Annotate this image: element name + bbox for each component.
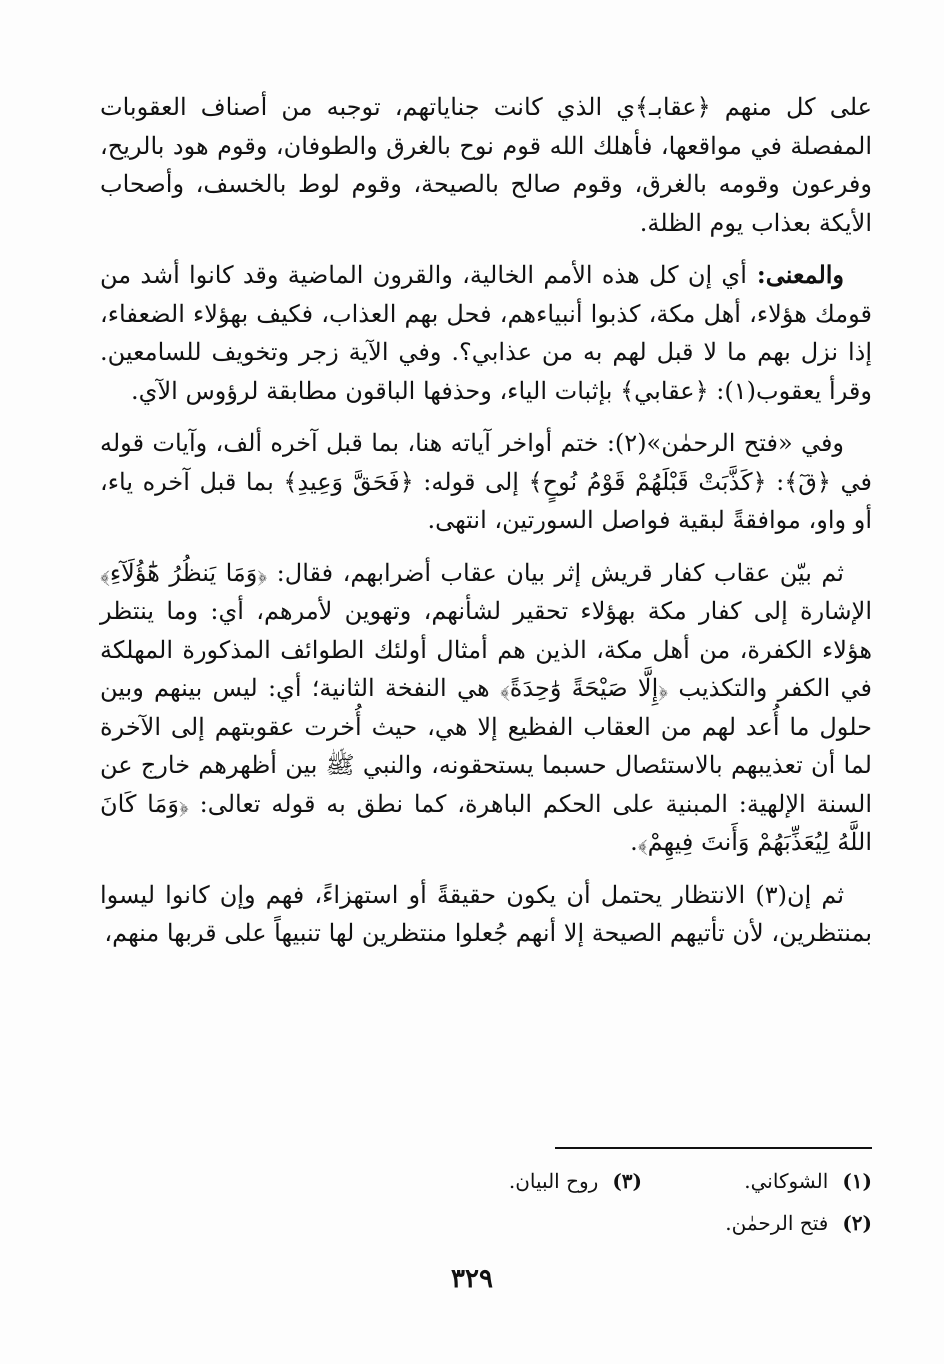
page-number: ٣٢٩ [451, 1264, 493, 1294]
footnote-row-2 [250, 1202, 872, 1244]
paragraph-2-text: أي إن كل هذه الأمم الخالية، والقرون الماضية وقد كانوا أشد من قومك هؤلاء، أهل مكة، كذبوا أنبياءهم، فحل بهم العذاب، فكيف بهؤلاء الضعفاء، إذا نزل بهم ما لا قبل لهم به من عذابي؟. وفي الآية زجر وتخويف للسامعين. وقرأ يعقوب(١): ﴿عقابي﴾ بإثبات الياء، وحذفها الباقون مطابقة لرؤوس الآي. [100, 261, 872, 405]
footnote-row-1 [250, 1160, 872, 1202]
footnote-1-text: الشوكاني. [744, 1169, 829, 1193]
footnote-3-text: روح البيان. [508, 1169, 599, 1193]
footnote-1-number: (١) [842, 1169, 872, 1193]
paragraph-5-text: ثم إن(٣) الانتظار يحتمل أن يكون حقيقةً أو استهزاءً، فهم وإن كانوا ليسوا بمنتظرين، لأن تأتيهم الصيحة إلا أنهم جُعلوا منتظرين لها تنبيهاً على قربها منهم، [100, 880, 872, 947]
paragraph-3-text: وفي «فتح الرحمٰن»(٢): ختم أواخر آياته هنا، بما قبل آخره ألف، وآيات قوله في ﴿قٓ﴾: ﴿كَذَّبَتْ قَبْلَهُمْ قَوْمُ نُوحٍ﴾ إلى قوله: ﴿فَحَقَّ وَعِيدِ﴾ بما قبل آخره ياء، أو واو، موافقةً لبقية فواصل السورتين، انتهى. [100, 429, 873, 534]
paragraph-4-text: ثم بيّن عقاب كفار قريش إثر بيان عقاب أضرابهم، فقال: ﴿وَمَا يَنظُرُ هَٰٓؤُلَآءِ﴾ الإشارة إلى كفار مكة بهؤلاء تحقير لشأنهم، وتهوين لأمرهم، أي: وما ينتظر هؤلاء الكفرة، من أهل مكة، الذين هم أمثال أولئك الطوائف المذكورة المهلكة في الكفر والتكذيب ﴿إِلَّا صَيْحَةً وَٰحِدَةً﴾ هي النفخة الثانية؛ أي: ليس بينهم وبين حلول ما أُعد لهم من العقاب الفظيع إلا هي، حيث أُخرت عقوبتهم إلى الآخرة لما أن تعذيبهم بالاستئصال حسبما يستحقونه، والنبي ﷺ بين أظهرهم خارج عن السنة الإلهية: المبنية على الحكم الباهرة، كما نطق به قوله تعالى: ﴿وَمَا كَانَ اللَّهُ لِيُعَذِّبَهُمْ وَأَنتَ فِيهِمْ﴾. [100, 558, 872, 856]
footnote-2 [642, 1202, 872, 1244]
paragraph-2-term: والمعنى: [746, 260, 845, 289]
footnote-3-number: (٣) [612, 1169, 642, 1193]
paragraph-4 [100, 554, 872, 862]
paragraph-2 [100, 256, 872, 410]
footnote-3 [412, 1160, 642, 1202]
footnote-1 [642, 1160, 872, 1202]
main-text [100, 88, 872, 967]
footnotes [250, 1160, 872, 1244]
footnote-2-text: فتح الرحمٰن. [725, 1211, 829, 1235]
paragraph-1-text: على كل منهم ﴿عقابـ﴾ي الذي كانت جناياتهم، توجبه من أصناف العقوبات المفصلة في مواقعها، فأهلك الله قوم نوح بالغرق والطوفان، وقوم هود بالريح، وفرعون وقومه بالغرق، وقوم صالح بالصيحة، وقوم لوط بالخسف، وأصحاب الأيكة بعذاب يوم الظلة. [100, 93, 872, 237]
paragraph-1 [100, 88, 872, 242]
footnote-divider [555, 1147, 872, 1149]
paragraph-5 [100, 876, 872, 953]
paragraph-3 [100, 424, 872, 540]
footnote-2-number: (٢) [842, 1211, 872, 1235]
